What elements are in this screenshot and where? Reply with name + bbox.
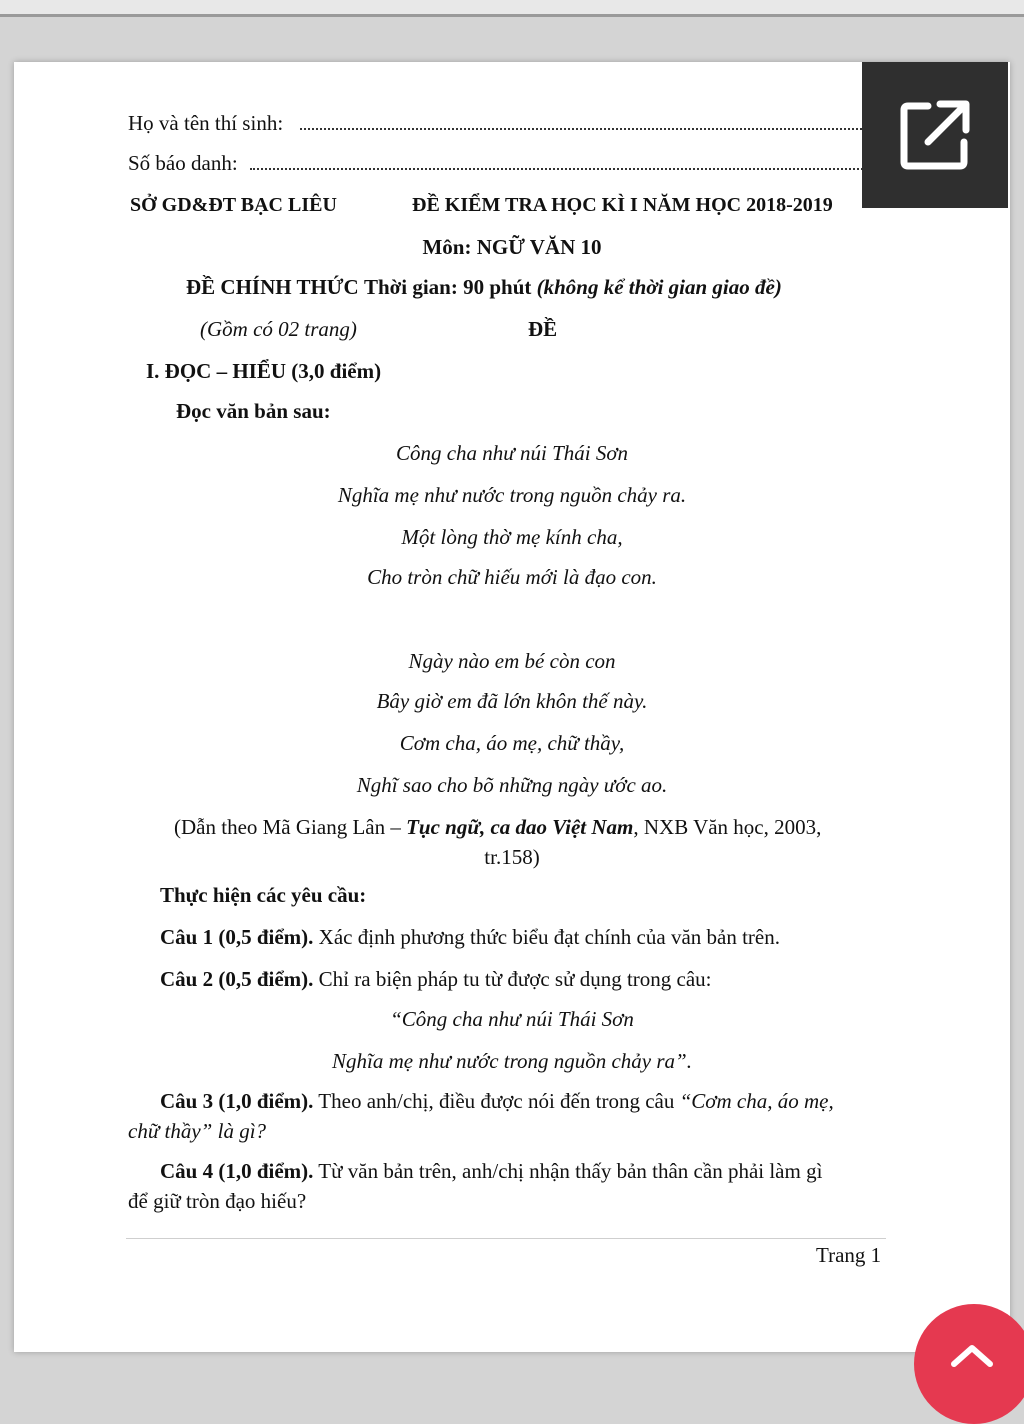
question-2 bbox=[160, 966, 712, 992]
external-link-icon bbox=[898, 98, 972, 172]
question-label: Câu 3 (1,0 điểm). bbox=[160, 1089, 314, 1113]
question-text: Từ văn bản trên, anh/chị nhận thấy bản thân cần phải làm gì bbox=[313, 1159, 823, 1183]
question-text: Xác định phương thức biểu đạt chính của văn bản trên. bbox=[313, 925, 780, 949]
source-book: Tục ngữ, ca dao Việt Nam bbox=[406, 815, 634, 839]
questions-heading: Thực hiện các yêu cầu: bbox=[160, 883, 367, 907]
name-dotted-line bbox=[300, 128, 886, 130]
question-3-continued: chữ thầy” là gì? bbox=[128, 1119, 267, 1143]
quoted-phrase: “Cơm cha, áo mẹ, bbox=[679, 1089, 834, 1113]
source-suffix: , NXB Văn học, 2003, bbox=[633, 815, 822, 839]
question-text: Theo anh/chị, điều được nói đến trong câu bbox=[313, 1089, 680, 1113]
quoted-line: “Công cha như núi Thái Sơn bbox=[390, 1007, 634, 1031]
question-4-continued: để giữ tròn đạo hiếu? bbox=[128, 1189, 307, 1213]
exam-time: Thời gian: 90 phút bbox=[363, 275, 532, 299]
quoted-line: Nghĩa mẹ như nước trong nguồn chảy ra”. bbox=[332, 1049, 692, 1073]
question-1 bbox=[160, 924, 780, 950]
poem-line: Nghĩ sao cho bõ những ngày ước ao. bbox=[356, 773, 668, 797]
poem-line: Công cha như núi Thái Sơn bbox=[395, 441, 629, 465]
candidate-id-label: Số báo danh: bbox=[128, 151, 238, 175]
source-prefix: (Dẫn theo Mã Giang Lân – bbox=[174, 815, 407, 839]
question-label: Câu 4 (1,0 điểm). bbox=[160, 1159, 314, 1183]
question-label: Câu 2 (0,5 điểm). bbox=[160, 967, 314, 991]
exam-title: ĐỀ KIỂM TRA HỌC KÌ I NĂM HỌC 2018-2019 bbox=[412, 194, 833, 216]
source-page: tr.158) bbox=[484, 845, 540, 869]
question-label: Câu 1 (0,5 điểm). bbox=[160, 925, 314, 949]
pages-note: (Gồm có 02 trang) bbox=[200, 317, 357, 341]
time-note: (không kể thời gian giao đề) bbox=[536, 275, 782, 299]
poem-line: Bây giờ em đã lớn khôn thế này. bbox=[376, 689, 648, 713]
footer-divider bbox=[126, 1238, 886, 1239]
department-name: SỞ GD&ĐT BẠC LIÊU bbox=[130, 194, 337, 216]
question-text: Chỉ ra biện pháp tu từ được sử dụng trong câu: bbox=[313, 967, 712, 991]
question-4 bbox=[160, 1158, 822, 1184]
chevron-up-icon bbox=[948, 1338, 996, 1368]
poem-line: Cơm cha, áo mẹ, chữ thầy, bbox=[399, 731, 625, 755]
open-external-button[interactable] bbox=[862, 62, 1008, 208]
official-time-line bbox=[186, 274, 782, 300]
document-page bbox=[14, 62, 1010, 1352]
subject-line: Môn: NGỮ VĂN 10 bbox=[422, 235, 602, 259]
page-number: Trang 1 bbox=[816, 1243, 882, 1267]
scroll-to-top-button[interactable] bbox=[914, 1304, 1024, 1424]
question-3 bbox=[160, 1088, 834, 1114]
id-dotted-line bbox=[250, 168, 886, 170]
poem-line: Một lòng thờ mẹ kính cha, bbox=[401, 525, 623, 549]
official-label: ĐỀ CHÍNH THỨC bbox=[186, 275, 359, 299]
candidate-name-label: Họ và tên thí sinh: bbox=[128, 111, 284, 135]
de-label: ĐỀ bbox=[528, 317, 558, 341]
poem-line: Ngày nào em bé còn con bbox=[408, 649, 616, 673]
section-heading: I. ĐỌC – HIỂU (3,0 điểm) bbox=[146, 359, 382, 383]
reading-instruction: Đọc văn bản sau: bbox=[176, 399, 331, 423]
viewer-top-bar bbox=[0, 0, 1024, 17]
source-citation bbox=[174, 814, 821, 840]
poem-line: Cho tròn chữ hiếu mới là đạo con. bbox=[367, 565, 657, 589]
poem-line: Nghĩa mẹ như nước trong nguồn chảy ra. bbox=[337, 483, 687, 507]
